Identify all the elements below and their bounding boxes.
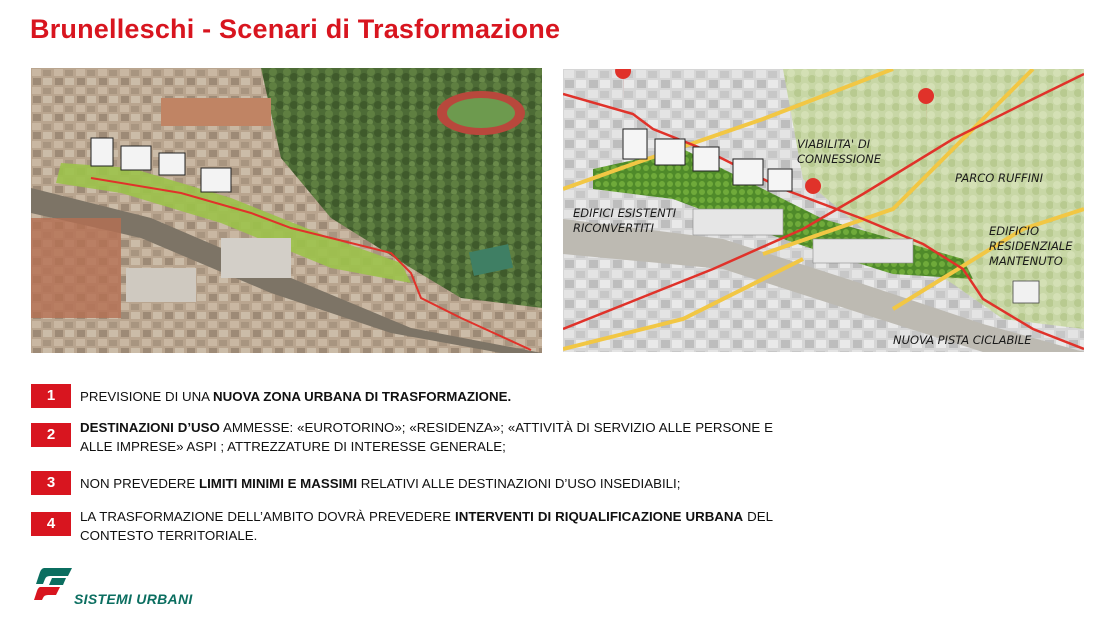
page-title: Brunelleschi - Scenari di Trasformazione [30,14,561,44]
label-edifici-esistenti: EDIFICI ESISTENTI RICONVERTITI [573,206,677,235]
logo-text: SISTEMI URBANI [74,591,193,607]
item-text [80,507,773,545]
aerial-photo [31,68,542,353]
fs-logo-icon [30,566,74,602]
item-text-bold: INTERVENTI DI RIQUALIFICAZIONE URBANA [455,509,744,524]
item-text-segment: NON PREVEDERE [80,476,199,491]
label-nuova-pista: NUOVA PISTA CICLABILE [893,333,1032,347]
item-text [80,474,773,493]
item-text-segment: RELATIVI ALLE DESTINAZIONI D’USO INSEDIABILI; [357,476,681,491]
item-text-bold: NUOVA ZONA URBANA DI TRASFORMAZIONE. [213,389,512,404]
item-text-segment: PREVISIONE DI UNA [80,389,214,404]
item-number-badge: 2 [31,423,71,447]
item-number-badge: 1 [31,384,71,408]
item-text-bold: LIMITI MINIMI E MASSIMI [198,476,358,491]
item-text-segment: AMMESSE: «EUROTORINO»; «RESIDENZA»; «ATTIVITÀ DI SERVIZIO ALLE PERSONE E ALLE IMPRESE» ASPI ; ATTREZZATURE DI INTERESSE GENERALE; [80,420,773,454]
label-parco-ruffini: PARCO RUFFINI [955,171,1043,185]
item-text-bold: DESTINAZIONI D’USO [80,420,220,435]
item-text-segment: DEL CONTESTO TERRITORIALE. [80,509,773,543]
item-text-segment: LA TRASFORMAZIONE DELL’AMBITO DOVRÀ PREVEDERE [80,509,456,524]
item-number-badge: 3 [31,471,71,495]
item-text [80,387,773,406]
label-viabilita: VIABILITA' DI CONNESSIONE [797,137,882,166]
sistemi-urbani-logo [30,566,230,610]
label-edificio-residenziale: EDIFICIO RESIDENZIALE MANTENUTO [989,224,1073,268]
item-text [80,418,773,456]
item-number-badge: 4 [31,512,71,536]
scenario-render [563,69,1084,352]
